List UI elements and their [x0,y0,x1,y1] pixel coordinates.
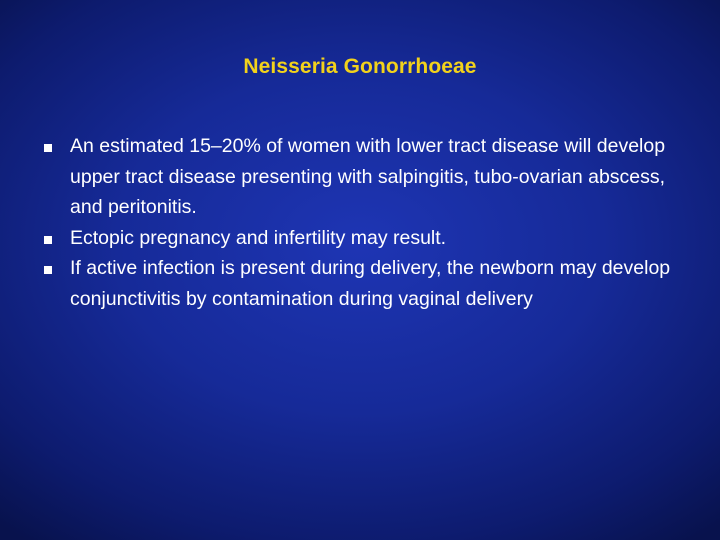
bullet-list [42,131,692,314]
square-bullet-icon [44,266,52,274]
bullet-item [42,223,692,254]
bullet-text: Ectopic pregnancy and infertility may result. [70,226,447,249]
bullet-item [42,253,692,314]
bullet-item [42,131,692,223]
bullet-text: An estimated 15–20% of women with lower tract disease will develop upper tract disease presenting with salpingitis, tubo-ovarian abscess, and peritonitis. [70,135,666,218]
square-bullet-icon [44,144,52,152]
slide-title: Neisseria Gonorrhoeae [243,55,477,78]
bullet-text: If active infection is present during delivery, the newborn may develop conjunctivitis by contamination during vaginal delivery [70,257,671,310]
square-bullet-icon [44,236,52,244]
